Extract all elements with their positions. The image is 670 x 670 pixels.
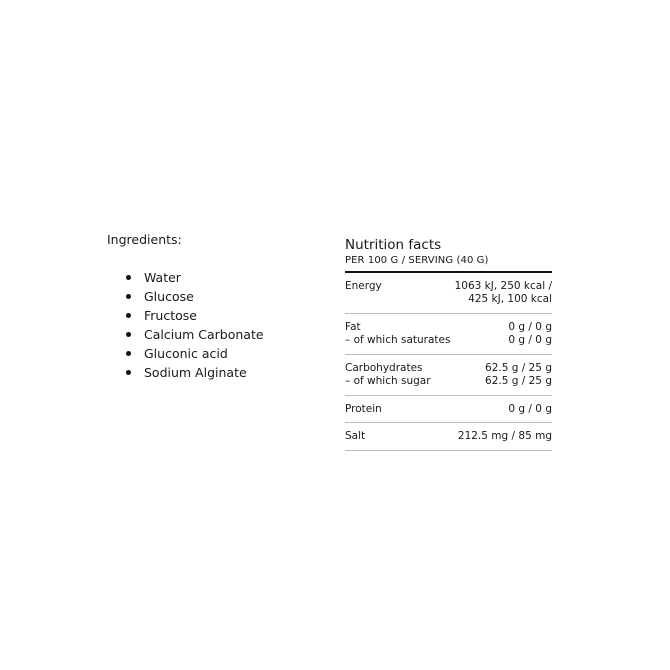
bullet-icon <box>126 294 131 299</box>
ingredient-label: Calcium Carbonate <box>144 327 264 342</box>
energy-value-line2: 425 kJ, 100 kcal <box>468 293 552 305</box>
ingredient-item <box>107 325 307 344</box>
energy-row <box>345 280 552 294</box>
bullet-icon <box>126 313 131 318</box>
ingredients-title: Ingredients: <box>107 232 182 247</box>
nutrition-facts-table <box>345 237 552 451</box>
ingredient-item <box>107 363 307 382</box>
sugar-value: 62.5 g / 25 g <box>485 375 552 387</box>
ingredient-item <box>107 344 307 363</box>
sugar-row <box>345 375 552 389</box>
carbohydrates-group <box>345 355 552 396</box>
ingredient-item <box>107 287 307 306</box>
ingredient-label: Gluconic acid <box>144 346 228 361</box>
ingredient-item <box>107 268 307 287</box>
nutrition-title: Nutrition facts <box>345 237 442 253</box>
nutrition-subtitle: PER 100 G / SERVING (40 G) <box>345 255 489 266</box>
salt-group <box>345 423 552 451</box>
ingredient-label: Glucose <box>144 289 194 304</box>
protein-value: 0 g / 0 g <box>508 402 552 415</box>
fat-row <box>345 321 552 335</box>
fat-label: Fat <box>345 320 361 333</box>
salt-row <box>345 430 552 444</box>
protein-label: Protein <box>345 402 382 415</box>
bullet-icon <box>126 275 131 280</box>
saturates-value: 0 g / 0 g <box>508 334 552 346</box>
energy-value-line1: 1063 kJ, 250 kcal / <box>454 279 552 292</box>
saturates-row <box>345 334 552 348</box>
protein-row <box>345 403 552 417</box>
energy-label: Energy <box>345 279 382 292</box>
fat-group <box>345 314 552 355</box>
ingredients-section <box>107 232 307 382</box>
ingredients-list <box>107 268 307 382</box>
bullet-icon <box>126 332 131 337</box>
energy-group <box>345 273 552 314</box>
ingredient-label: Water <box>144 270 181 285</box>
bullet-icon <box>126 351 131 356</box>
sugar-label: – of which sugar <box>345 375 431 387</box>
protein-group <box>345 396 552 424</box>
carbohydrates-row <box>345 362 552 376</box>
bullet-icon <box>126 370 131 375</box>
salt-label: Salt <box>345 430 366 442</box>
salt-value: 212.5 mg / 85 mg <box>457 430 552 442</box>
ingredient-item <box>107 306 307 325</box>
ingredient-label: Sodium Alginate <box>144 365 247 380</box>
carbohydrates-value: 62.5 g / 25 g <box>485 361 552 374</box>
energy-row-continued <box>345 293 552 307</box>
saturates-label: – of which saturates <box>345 334 451 346</box>
carbohydrates-label: Carbohydrates <box>345 361 423 374</box>
ingredient-label: Fructose <box>144 308 197 323</box>
fat-value: 0 g / 0 g <box>508 320 552 333</box>
